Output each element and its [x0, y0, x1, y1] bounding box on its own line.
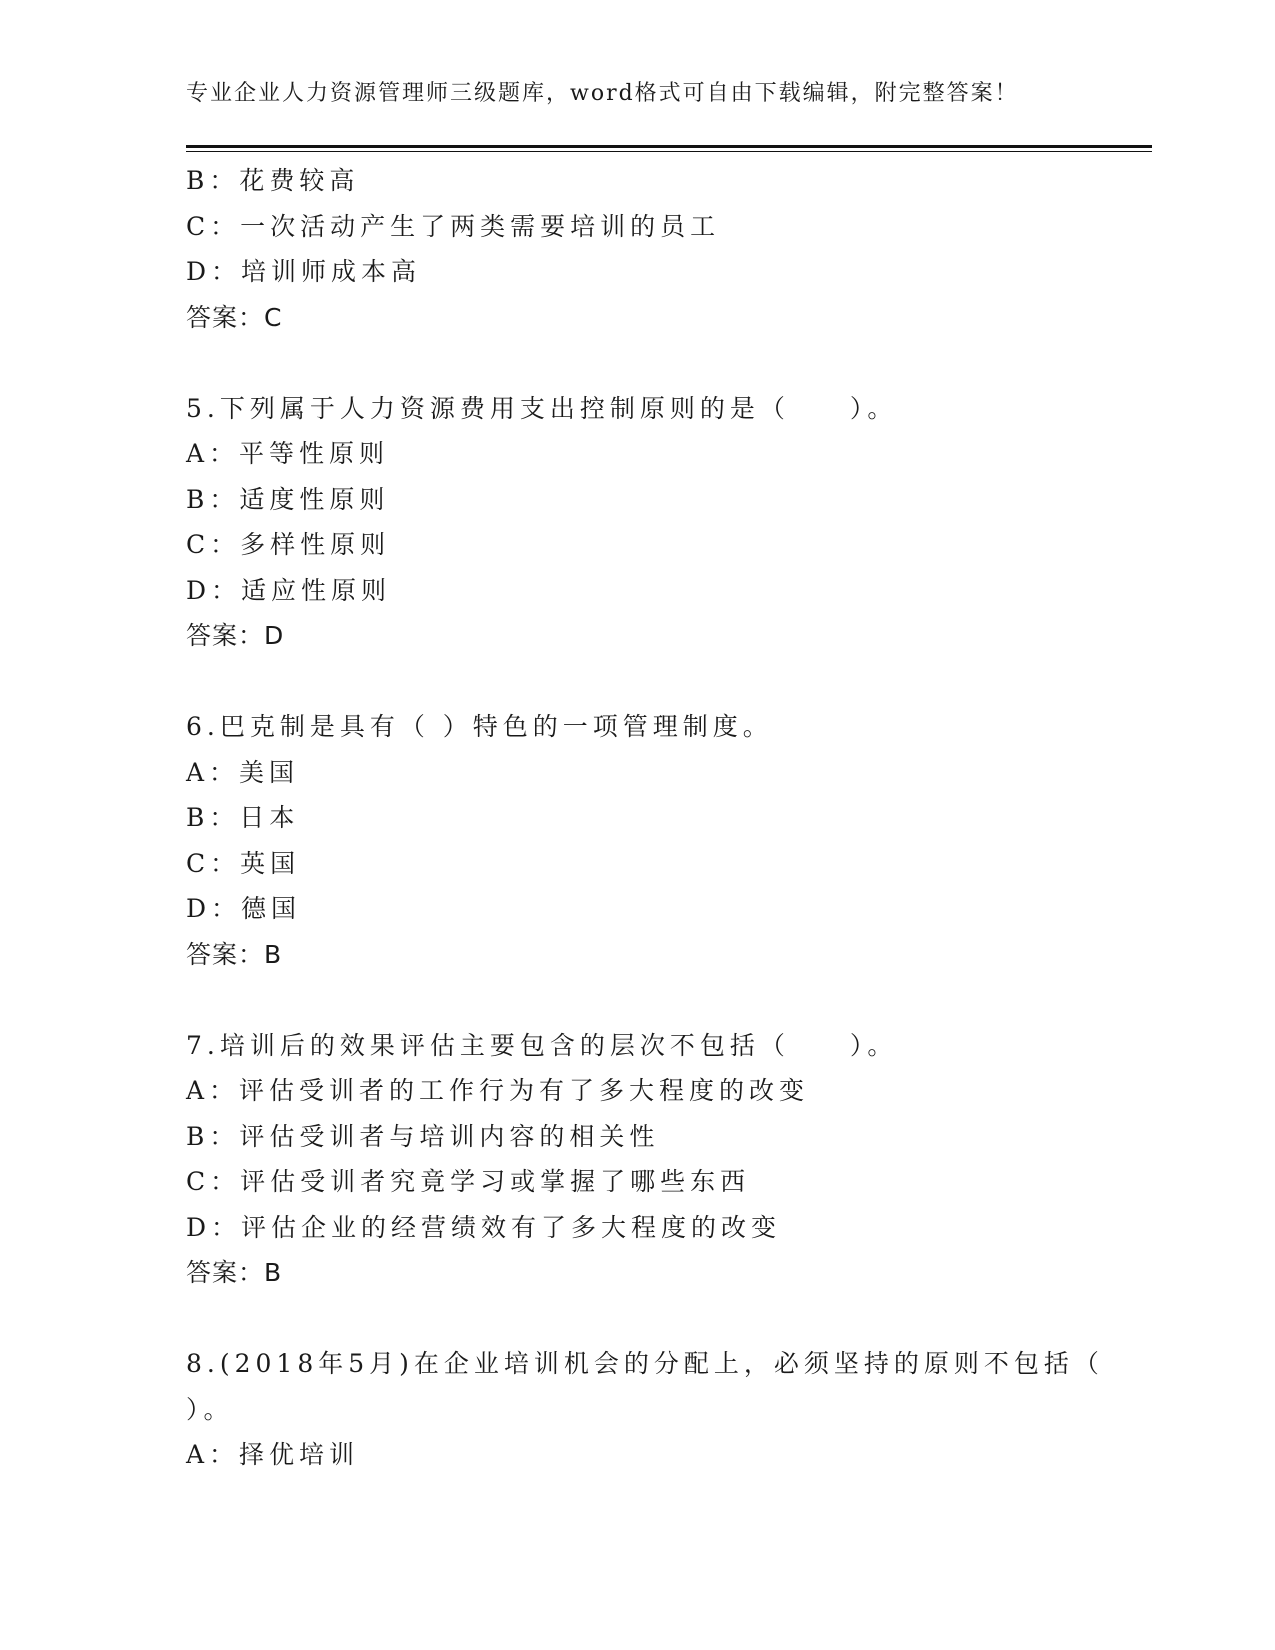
header-rule-thick: [186, 145, 1152, 148]
spacer: [186, 977, 1086, 1023]
q6-option-d: D：德国: [186, 894, 302, 923]
q7-stem: 7.培训后的效果评估主要包含的层次不包括（ ）。: [186, 1030, 898, 1060]
question-content: [186, 158, 1104, 1478]
q5-option-d: D：适应性原则: [186, 575, 392, 605]
q6-answer: 答案：B: [186, 939, 283, 969]
q4-option-d: D：培训师成本高: [186, 257, 422, 286]
q7-option-b: B：评估受训者与培训内容的相关性: [186, 1121, 660, 1151]
q7-option-d: D：评估企业的经营绩效有了多大程度的改变: [186, 1212, 782, 1242]
q7-answer: 答案：B: [186, 1258, 283, 1287]
spacer: [186, 1296, 1086, 1342]
spacer: [186, 659, 1086, 705]
q6-option-a: A：美国: [186, 757, 300, 787]
q8-option-a: A：择优培训: [186, 1440, 360, 1469]
q6-option-c: C：英国: [186, 848, 301, 878]
q7-option-c: C：评估受训者究竟学习或掌握了哪些东西: [186, 1167, 751, 1196]
q4-answer: 答案：C: [186, 302, 283, 332]
q8-stem-line2: ）。: [186, 1394, 234, 1424]
q6-stem: 6.巴克制是具有（ ）特色的一项管理制度。: [186, 712, 773, 741]
q5-answer: 答案：D: [186, 621, 285, 650]
spacer: [186, 340, 1086, 386]
page-header: 专业企业人力资源管理师三级题库，word格式可自由下载编辑，附完整答案！: [186, 81, 1019, 106]
q8-stem-line1: 8.(2018年5月)在企业培训机会的分配上，必须坚持的原则不包括（: [186, 1349, 1104, 1378]
q6-option-b: B：日本: [186, 803, 300, 832]
q5-option-c: C：多样性原则: [186, 530, 391, 559]
header-rule-thin: [186, 151, 1152, 152]
q5-stem: 5.下列属于人力资源费用支出控制原则的是（ ）。: [186, 393, 898, 423]
q7-option-a: A：评估受训者的工作行为有了多大程度的改变: [186, 1076, 810, 1105]
q4-option-b: B：花费较高: [186, 166, 360, 195]
q4-option-c: C：一次活动产生了两类需要培训的员工: [186, 211, 721, 241]
q5-option-a: A：平等性原则: [186, 439, 390, 468]
q5-option-b: B：适度性原则: [186, 484, 390, 514]
